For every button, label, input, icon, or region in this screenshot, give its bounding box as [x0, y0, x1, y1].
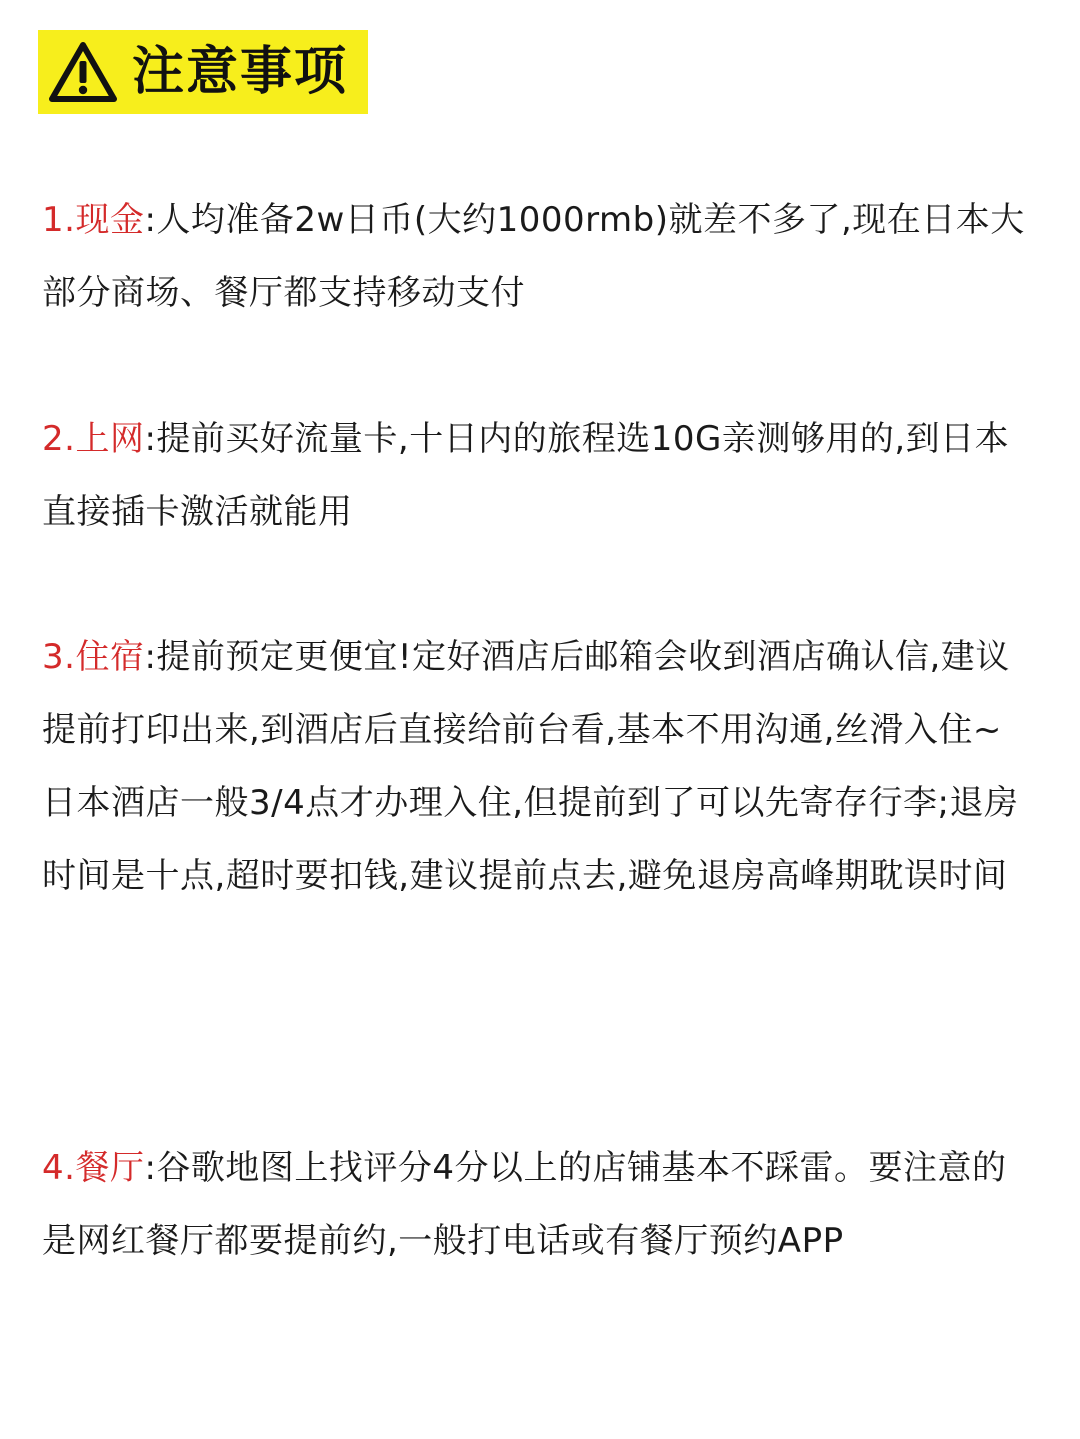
section-paragraph [42, 621, 1032, 767]
page-title: 注意事项 [132, 42, 349, 102]
section-text: :谷歌地图上找评分4分以上的店铺基本不踩雷。要注意的是网红餐厅都要提前约,一般打电话或有餐厅预约APP [42, 1148, 1007, 1261]
section-paragraph [42, 184, 1032, 330]
section-text: 日本酒店一般3/4点才办理入住,但提前到了可以先寄存行李;退房时间是十点,超时要扣钱,建议提前点去,避免退房高峰期耽误时间 [42, 783, 1019, 896]
section-heading: 1.现金 [42, 200, 145, 240]
section-cash [42, 184, 1032, 330]
section-text: :提前预定更便宜!定好酒店后邮箱会收到酒店确认信,建议提前打印出来,到酒店后直接给前台看,基本不用沟通,丝滑入住~ [42, 637, 1010, 750]
section-internet [42, 403, 1032, 549]
section-lodging [42, 621, 1032, 913]
section-heading: 2.上网 [42, 419, 145, 459]
section-text: :提前买好流量卡,十日内的旅程选10G亲测够用的,到日本直接插卡激活就能用 [42, 419, 1010, 532]
section-heading: 4.餐厅 [42, 1148, 145, 1188]
warning-icon [48, 41, 118, 103]
section-text: :人均准备2w日币(大约1000rmb)就差不多了,现在日本大部分商场、餐厅都支持移动支付 [42, 200, 1025, 313]
section-paragraph [42, 1132, 1032, 1278]
title-banner [38, 30, 368, 114]
section-restaurant [42, 1132, 1032, 1278]
section-paragraph [42, 403, 1032, 549]
section-paragraph [42, 767, 1032, 913]
section-heading: 3.住宿 [42, 637, 145, 677]
